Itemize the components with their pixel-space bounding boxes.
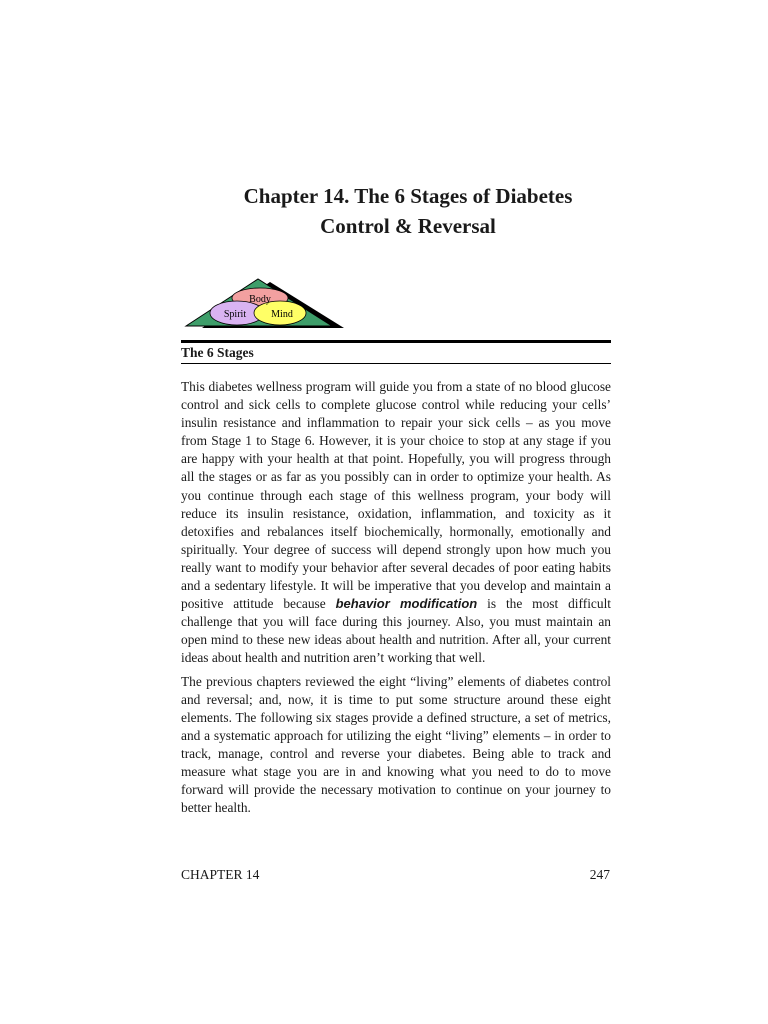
section-heading: The 6 Stages: [181, 345, 254, 360]
logo-spirit-label: Spirit: [223, 309, 247, 320]
paragraph-1: [181, 378, 611, 668]
footer-chapter-label: CHAPTER 14: [181, 867, 260, 882]
paragraph-1-text-after: is the most difficult challenge that you will face during this journey. Also, you must maintain an open mind to these new ideas about health and nutrition. After all, your current ideas about health and nutrition aren’t working that well.: [181, 596, 612, 666]
paragraph-2: The previous chapters reviewed the eight “living” elements of diabetes control and reversal; and, now, it is time to put some structure around these eight elements. The following six stages provide a defined structure, a set of metrics, and a systematic approach for utilizing the eight “living” elements – in order to track, manage, control and reverse your diabetes. Being able to track and measure what stage you are in and knowing what you need to do to move forward will provide the necessary motivation to continue on your journey to better health.: [181, 673, 611, 816]
chapter-title: [0, 181, 768, 241]
paragraph-1-emphasis: behavior modification: [335, 596, 478, 612]
logo-mind-label: Mind: [271, 309, 293, 320]
body-text: [181, 378, 611, 822]
section-bottom-rule: [181, 363, 611, 364]
logo-body-label: Body: [249, 294, 271, 305]
footer-page-number: 247: [589, 867, 610, 882]
chapter-title-line1: Chapter 14. The 6 Stages of Diabetes: [243, 184, 573, 208]
chapter-title-line2: Control & Reversal: [320, 214, 496, 238]
section-top-rule: [181, 340, 611, 343]
body-spirit-mind-logo: [182, 276, 352, 334]
paragraph-1-text: This diabetes wellness program will guide you from a state of no blood glucose control and sick cells to complete glucose control while reducing your cells’ insulin resistance and inflammation to repair your sick cells – as you move from Stage 1 to Stage 6. However, it is your choice to stop at any stage if you are happy with your health at that point. Hopefully, you will progress through all the stages or as far as you possibly can in order to optimize your health. As you continue through each stage of this wellness program, your body will reduce its insulin resistance, oxidation, inflammation, and toxicity as it detoxifies and rebalances itself biochemically, hormonally, emotionally and spiritually. Your degree of success will depend strongly upon how much you really want to modify your behavior after several decades of poor eating habits and a sedentary lifestyle. It will be imperative that you develop and maintain a positive attitude because: [181, 379, 611, 612]
